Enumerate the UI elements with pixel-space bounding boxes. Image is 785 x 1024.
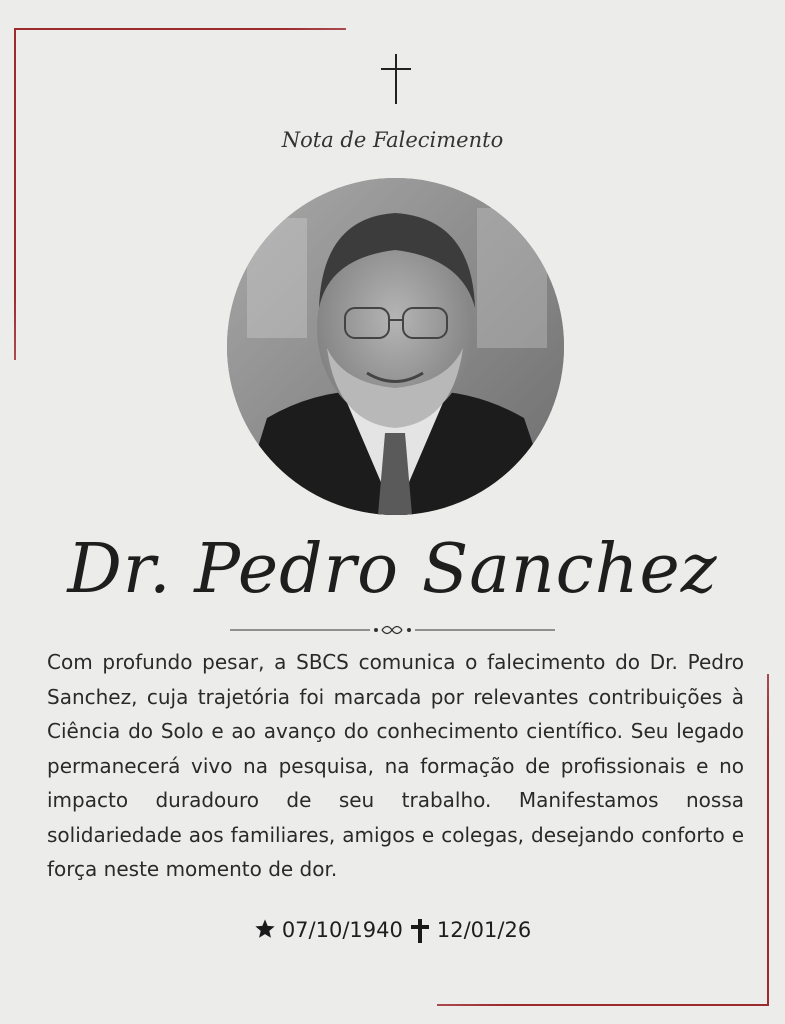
- notice-body: Com profundo pesar, a SBCS comunica o falecimento do Dr. Pedro Sanchez, cuja trajetória foi marcada por relevantes contribuições à Ciência do Solo e ao avanço do conhecimento científico. Seu legado permanecerá vivo na pesquisa, na formação de profissionais e no impacto duradouro de seu trabalho. Manifestamos nossa solidariedade aos familiares, amigos e colegas, desejando conforto e força neste momento de dor.: [47, 650, 744, 881]
- life-dates: [0, 918, 785, 942]
- cross-icon: [376, 52, 416, 106]
- death-date: 12/01/26: [436, 918, 532, 942]
- ornament-divider: [230, 620, 555, 640]
- cross-icon: [409, 918, 431, 942]
- birth-date: 07/10/1940: [281, 918, 403, 942]
- portrait-photo: [227, 178, 564, 515]
- notice-subtitle: Nota de Falecimento: [281, 128, 504, 152]
- deceased-name: Dr. Pedro Sanchez: [67, 530, 718, 609]
- star-icon: [254, 918, 276, 942]
